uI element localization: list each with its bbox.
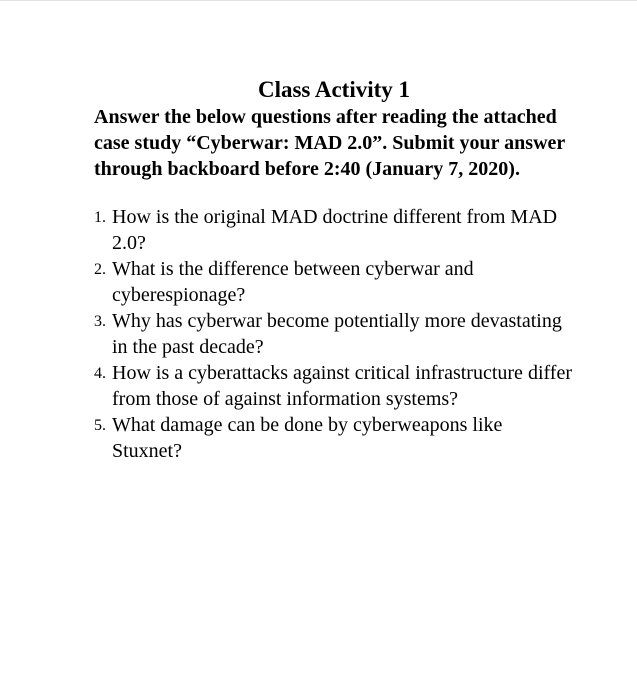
question-item — [94, 412, 574, 464]
question-item — [94, 204, 574, 256]
question-item — [94, 308, 574, 360]
question-number: 3. — [94, 313, 106, 330]
top-divider — [0, 0, 637, 1]
instructions-text: Answer the below questions after reading the attached case study “Cyberwar: MAD 2.0”. Submit your answer through backboard before 2:40 (January 7, 2020). — [94, 106, 565, 180]
question-text: What is the difference between cyberwar and cyberespionage? — [112, 258, 474, 306]
document-slide — [94, 76, 574, 464]
question-list — [94, 204, 574, 464]
question-item — [94, 360, 574, 412]
question-number: 5. — [94, 417, 106, 434]
question-text: Why has cyberwar become potentially more devastating in the past decade? — [112, 310, 562, 358]
question-number: 4. — [94, 365, 106, 382]
question-number: 1. — [94, 209, 106, 226]
question-text: How is a cyberattacks against critical infrastructure differ from those of against information systems? — [112, 362, 572, 410]
page-title: Class Activity 1 — [257, 77, 411, 102]
question-item — [94, 256, 574, 308]
question-text: What damage can be done by cyberweapons like Stuxnet? — [112, 414, 503, 462]
question-text: How is the original MAD doctrine different from MAD 2.0? — [112, 206, 558, 254]
question-number: 2. — [94, 261, 106, 278]
